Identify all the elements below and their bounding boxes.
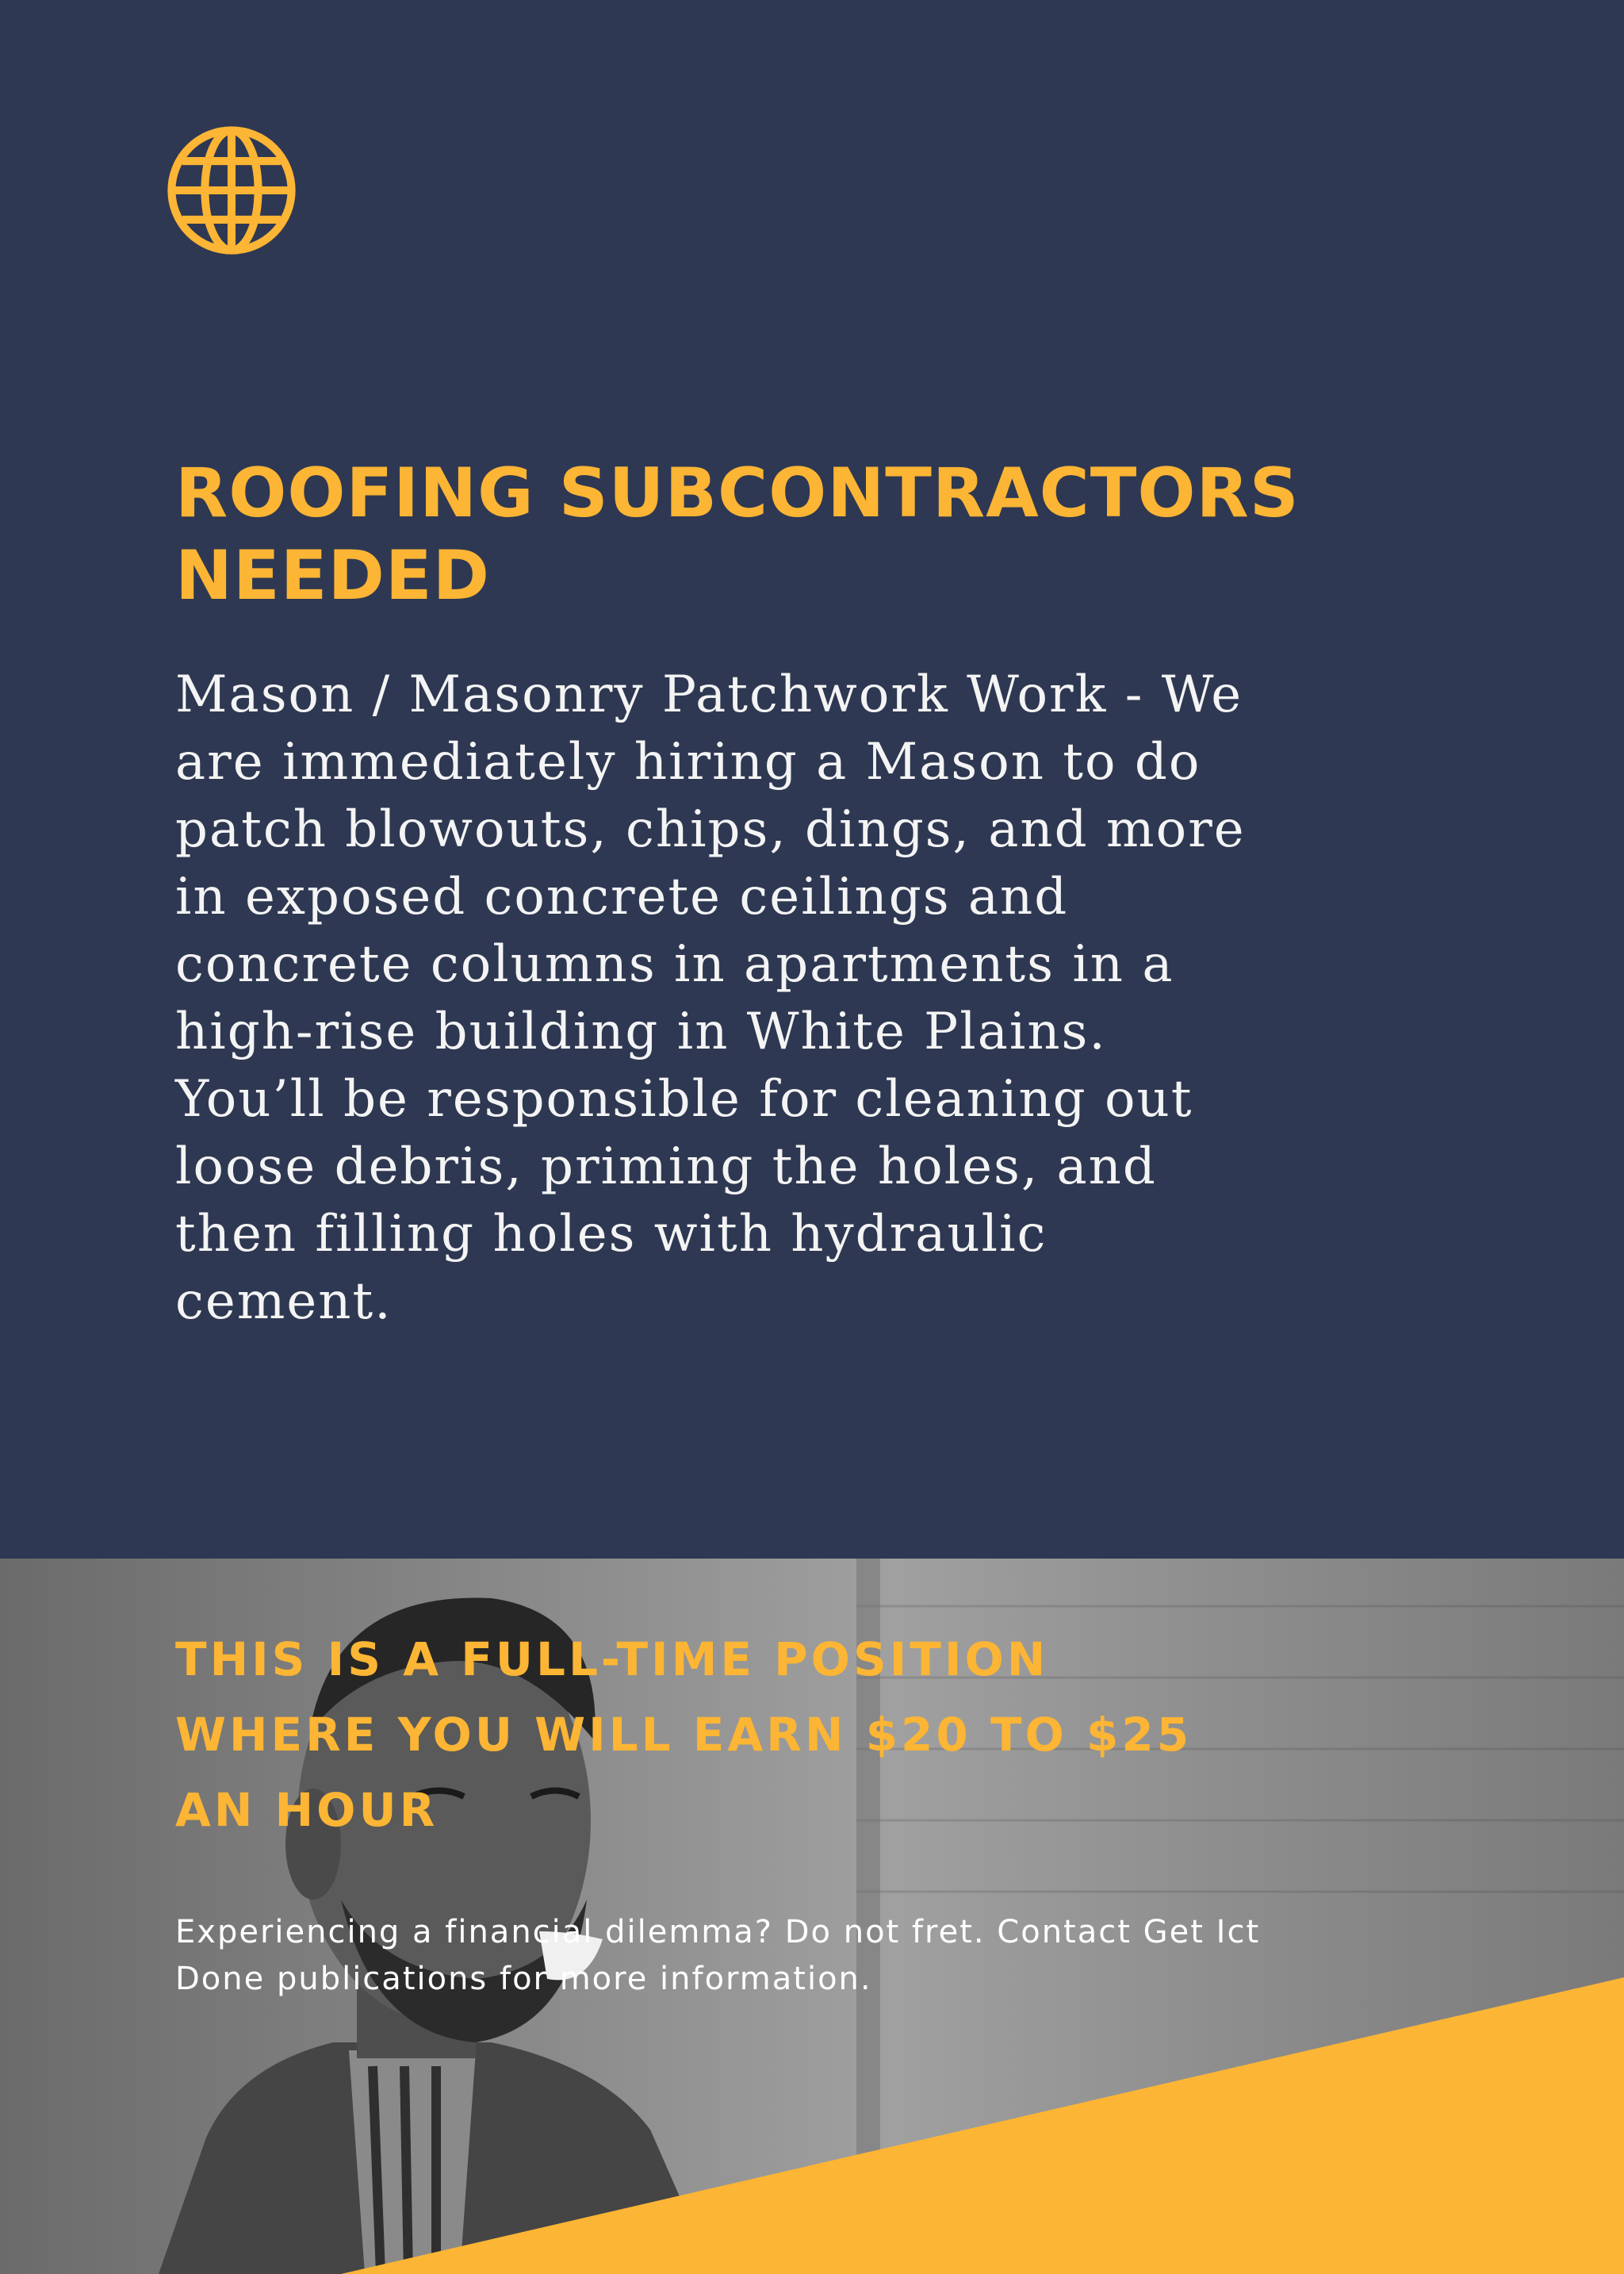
headline: ROOFING SUBCONTRACTORS NEEDED: [175, 454, 1300, 615]
position-statement: THIS IS A FULL-TIME POSITION WHERE YOU WILL EARN $20 TO $25 AN HOUR: [175, 1632, 1193, 1837]
contact-note: Experiencing a financial dilemma? Do not fret. Contact Get Ict Done publications for more information.: [175, 1914, 1261, 1997]
job-description: Mason / Masonry Patchwork Work - We are immediately hiring a Mason to do patch blowouts, chips, dings, and more in exposed concrete ceilings and concrete columns in apartments in a high-rise building in White Plains. You’ll be responsible for cleaning out loose debris, priming the holes, and then filling holes with hydraulic cement.: [175, 665, 1246, 1331]
globe-icon: [165, 124, 298, 257]
